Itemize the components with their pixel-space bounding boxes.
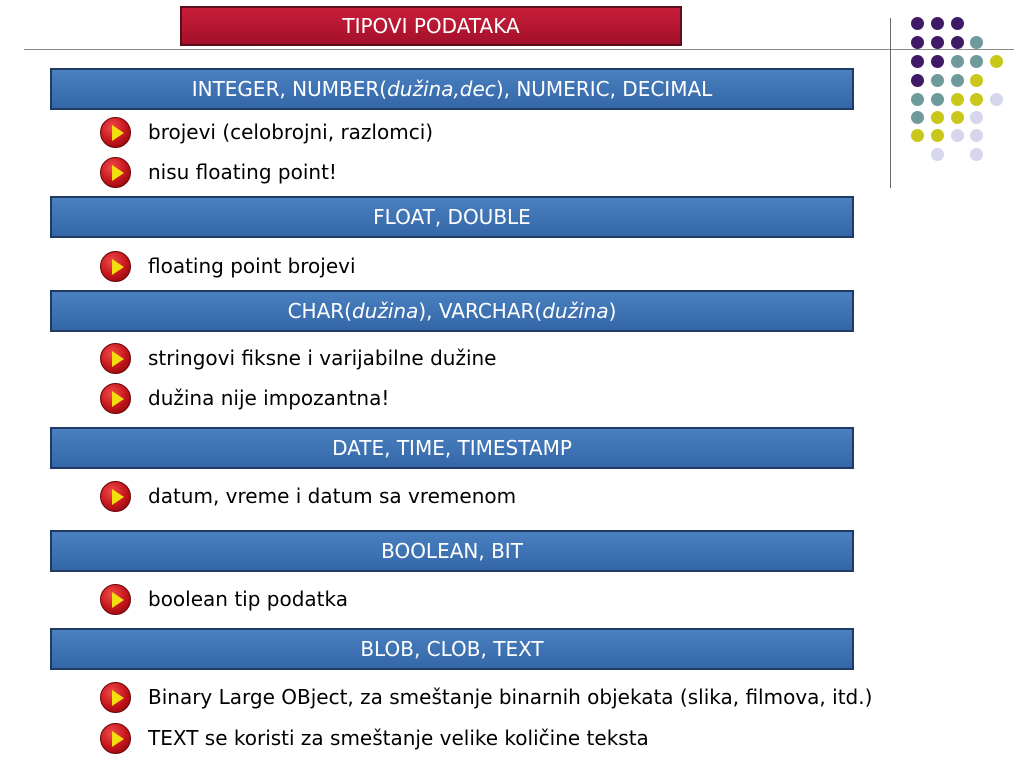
dot — [970, 93, 983, 106]
red-play-bullet-icon — [100, 251, 131, 282]
dot — [911, 74, 924, 87]
dot — [911, 17, 924, 30]
header-text: ) — [608, 299, 617, 323]
dot — [951, 74, 964, 87]
slide-title: TIPOVI PODATAKA — [180, 6, 682, 46]
red-play-bullet-icon — [100, 157, 131, 188]
dot — [990, 93, 1003, 106]
dot — [951, 129, 964, 142]
section-header-boolean — [50, 530, 854, 572]
dot — [931, 55, 944, 68]
list-item-text: TEXT se koristi za smeštanje velike količine teksta — [148, 726, 649, 750]
header-text: DATE, TIME, TIMESTAMP — [332, 436, 572, 460]
dot — [911, 93, 924, 106]
header-text: BLOB, CLOB, TEXT — [360, 637, 544, 661]
section-header-blob — [50, 628, 854, 670]
header-text: FLOAT, DOUBLE — [373, 205, 531, 229]
section-header-char — [50, 290, 854, 332]
list-item-text: boolean tip podatka — [148, 587, 348, 611]
dot — [931, 17, 944, 30]
header-text: CHAR( — [287, 299, 352, 323]
header-param: dužina — [351, 299, 419, 323]
header-text: BOOLEAN, BIT — [381, 539, 523, 563]
dot — [951, 36, 964, 49]
red-play-bullet-icon — [100, 682, 131, 713]
dot — [970, 55, 983, 68]
red-play-bullet-icon — [100, 723, 131, 754]
header-param: dužina — [542, 299, 609, 323]
list-item-text: nisu floating point! — [148, 160, 337, 184]
dot — [951, 111, 964, 124]
dot — [970, 111, 983, 124]
dot — [990, 55, 1003, 68]
header-param: dužina,dec — [387, 77, 496, 101]
list-item-text: dužina nije impozantna! — [148, 386, 390, 410]
dot — [911, 55, 924, 68]
dot — [931, 129, 944, 142]
red-play-bullet-icon — [100, 117, 131, 148]
list-item-text: Binary Large OBject, za smeštanje binarnih objekata (slika, filmova, itd.) — [148, 685, 873, 709]
header-text: ), NUMERIC, DECIMAL — [495, 77, 713, 101]
list-item-text: stringovi fiksne i varijabilne dužine — [148, 346, 497, 370]
dot — [970, 74, 983, 87]
dot — [970, 36, 983, 49]
red-play-bullet-icon — [100, 584, 131, 615]
dot — [970, 148, 983, 161]
dot — [911, 111, 924, 124]
dot — [931, 111, 944, 124]
vertical-rule — [890, 18, 891, 188]
dot — [951, 17, 964, 30]
horizontal-rule — [24, 49, 1014, 50]
dot — [911, 129, 924, 142]
dot — [931, 74, 944, 87]
section-header-date — [50, 427, 854, 469]
list-item-text: brojevi (celobrojni, razlomci) — [148, 120, 434, 144]
dot — [931, 93, 944, 106]
dot — [931, 36, 944, 49]
dot — [911, 36, 924, 49]
red-play-bullet-icon — [100, 383, 131, 414]
dot — [951, 55, 964, 68]
section-header-float — [50, 196, 854, 238]
red-play-bullet-icon — [100, 343, 131, 374]
list-item-text: datum, vreme i datum sa vremenom — [148, 484, 517, 508]
red-play-bullet-icon — [100, 481, 131, 512]
header-text: ), VARCHAR( — [418, 299, 543, 323]
section-header-integer — [50, 68, 854, 110]
list-item-text: floating point brojevi — [148, 254, 356, 278]
header-text: INTEGER, NUMBER( — [191, 77, 388, 101]
dot — [931, 148, 944, 161]
dot — [951, 93, 964, 106]
dot — [970, 129, 983, 142]
